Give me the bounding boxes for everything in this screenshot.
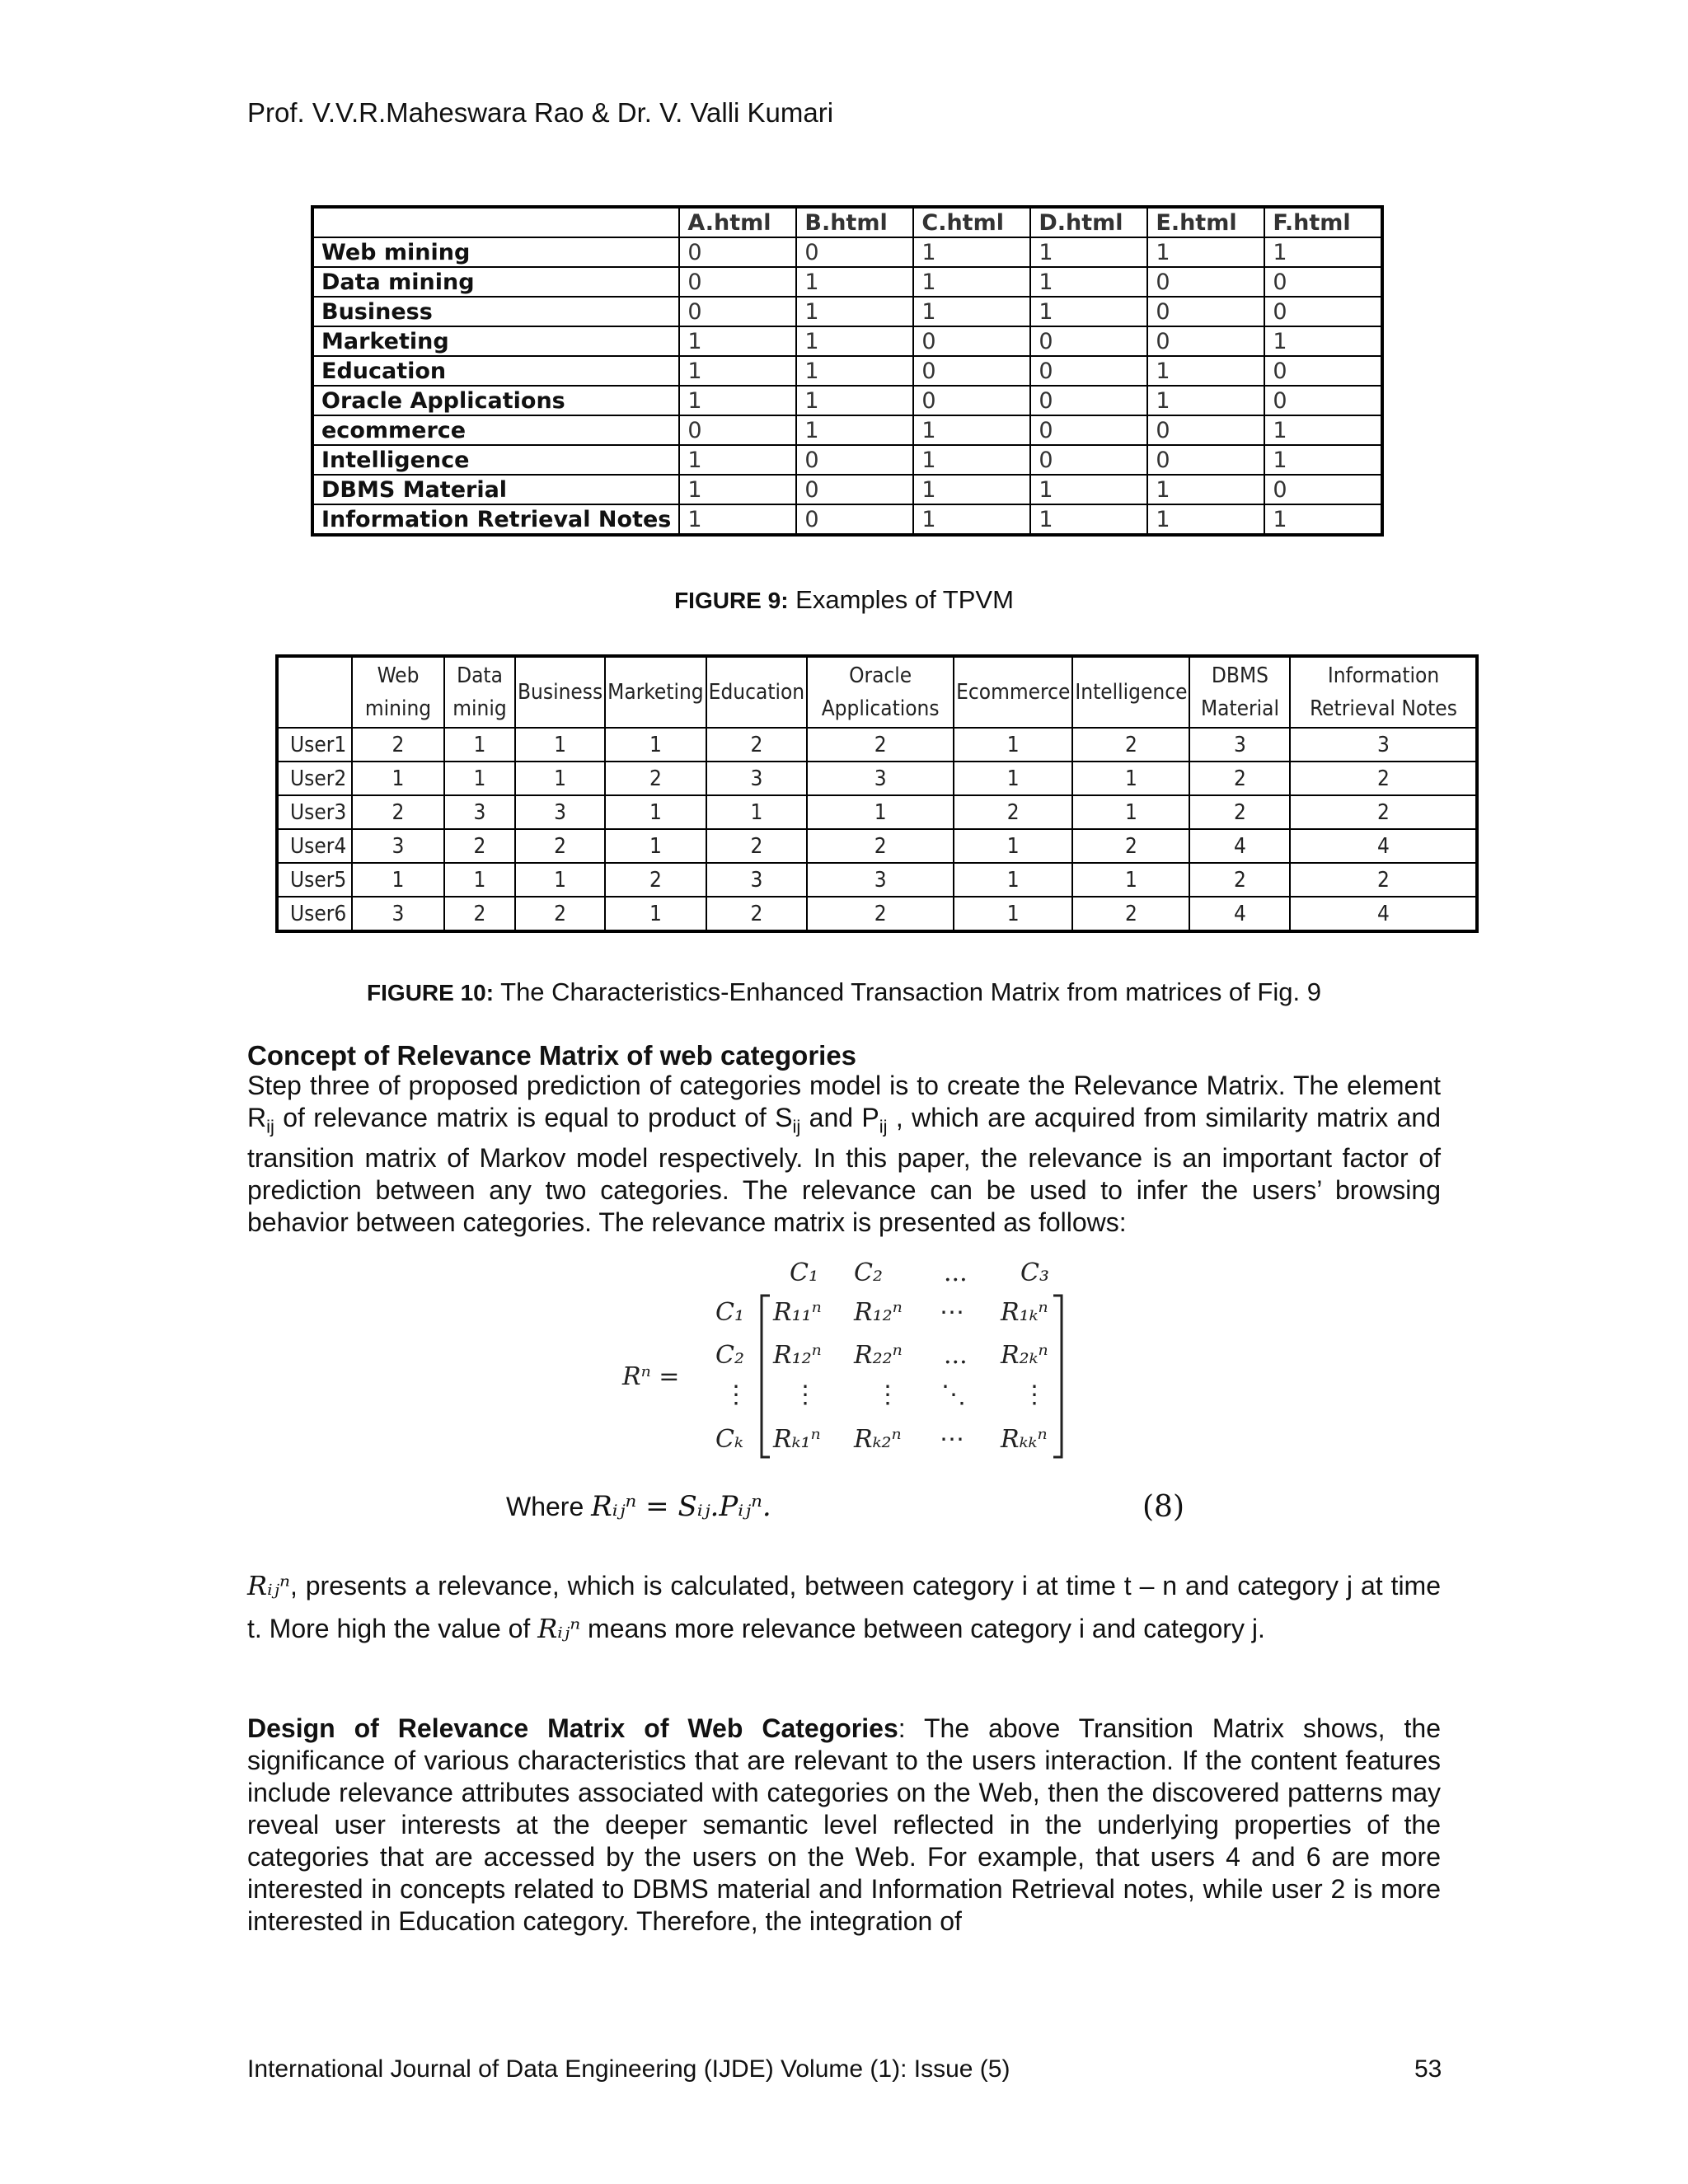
section-title-concept: Concept of Relevance Matrix of web categories [247, 1040, 857, 1071]
page-number: 53 [1414, 2055, 1442, 2083]
footer-journal: International Journal of Data Engineering (IJDE) Volume (1): Issue (5) [247, 2055, 1010, 2083]
table-cell: 0 [1147, 297, 1264, 326]
table-cell: 0 [1264, 297, 1382, 326]
row-label: DBMS Material [312, 475, 679, 504]
column-header: F.html [1264, 207, 1382, 237]
paragraph-text: means more relevance between category i and category j. [580, 1614, 1265, 1643]
matrix-lhs: Rⁿ = [622, 1362, 680, 1391]
table-cell: 4 [1189, 897, 1290, 931]
subscript: ij [266, 1116, 274, 1137]
table-cell: 1 [1147, 504, 1264, 535]
table-cell: 0 [796, 504, 913, 535]
equation-where-line [506, 1490, 771, 1523]
table-cell: 0 [796, 475, 913, 504]
table-cell: 2 [807, 897, 954, 931]
table-row [312, 356, 1382, 386]
subscript: ij [879, 1116, 888, 1137]
table-cell: 1 [796, 356, 913, 386]
table-cell: 2 [352, 728, 444, 762]
table-cell: 1 [605, 897, 706, 931]
figure-10-label: FIGURE 10: [367, 980, 495, 1005]
table-cell: 0 [1264, 475, 1382, 504]
table-header-row [312, 207, 1382, 237]
table-row [312, 445, 1382, 475]
row-label: ecommerce [312, 415, 679, 445]
column-header [515, 656, 605, 728]
where-label: Where [506, 1491, 584, 1521]
table-cell: 1 [1072, 863, 1189, 897]
matrix-cell: ... [944, 1341, 968, 1370]
column-header-line: Education [708, 680, 805, 705]
column-header: B.html [796, 207, 913, 237]
table-cell: 1 [796, 267, 913, 297]
section-title-design: Design of Relevance Matrix of Web Categories [247, 1713, 898, 1743]
row-label: Business [312, 297, 679, 326]
table-cell: 3 [1290, 728, 1477, 762]
table-cell: 3 [807, 863, 954, 897]
table-cell: 0 [1147, 267, 1264, 297]
table-cell: 0 [1264, 356, 1382, 386]
relevance-symbol: Rᵢⱼⁿ [537, 1613, 581, 1644]
matrix-col-header: C₂ [854, 1258, 883, 1287]
table-cell: 1 [1264, 415, 1382, 445]
column-header-line: DBMS [1211, 663, 1269, 688]
table-cell: 0 [1030, 445, 1147, 475]
matrix-cell: R₂ₖⁿ [1001, 1341, 1048, 1370]
table-cell: 1 [515, 728, 605, 762]
matrix-col-header: C₁ [790, 1258, 818, 1287]
table-row [277, 795, 1477, 829]
table-cell: 3 [444, 795, 515, 829]
paragraph-text: and P [800, 1103, 879, 1132]
table-row [312, 386, 1382, 415]
table-cell: 1 [706, 795, 807, 829]
table-cell: 1 [1264, 326, 1382, 356]
table-cell: 1 [796, 326, 913, 356]
table-cell: 1 [605, 728, 706, 762]
table-cell: 0 [679, 415, 796, 445]
table-cell: 0 [1264, 267, 1382, 297]
table-header-row [277, 656, 1477, 728]
matrix-cell: Rₖ₂ⁿ [854, 1425, 902, 1454]
table-row [312, 326, 1382, 356]
left-bracket [762, 1296, 770, 1457]
table-cell: 3 [515, 795, 605, 829]
figure-9-label: FIGURE 9: [674, 588, 789, 613]
matrix-cell: ⋮ [793, 1380, 818, 1409]
table-cell: 0 [1030, 356, 1147, 386]
page-header-authors: Prof. V.V.R.Maheswara Rao & Dr. V. Valli Kumari [247, 97, 834, 128]
table-cell: 1 [605, 829, 706, 863]
row-label: Web mining [312, 237, 679, 267]
table-cell: 1 [1264, 445, 1382, 475]
table-cell: 2 [1290, 762, 1477, 795]
table-cell: 2 [706, 829, 807, 863]
matrix-row-label: C₂ [715, 1341, 744, 1370]
table-cell: 1 [444, 728, 515, 762]
row-label: User5 [277, 863, 352, 897]
matrix-cell: ⋯ [940, 1298, 964, 1327]
table-cell: 1 [1147, 475, 1264, 504]
table-cell: 1 [1072, 762, 1189, 795]
table-cell: 3 [807, 762, 954, 795]
column-header [1290, 656, 1477, 728]
table-cell: 1 [679, 386, 796, 415]
paragraph-design [247, 1713, 1441, 1938]
table-cell: 0 [913, 326, 1030, 356]
table-cell: 2 [605, 762, 706, 795]
table-cell: 1 [1030, 237, 1147, 267]
row-label: Oracle Applications [312, 386, 679, 415]
matrix-cell: ⋯ [940, 1425, 964, 1454]
row-label: User3 [277, 795, 352, 829]
table-cell: 2 [1290, 863, 1477, 897]
table-cell: 1 [913, 504, 1030, 535]
table-cell: 2 [444, 829, 515, 863]
column-header-line: Applications [821, 696, 940, 721]
table-cell: 2 [605, 863, 706, 897]
row-label: Intelligence [312, 445, 679, 475]
table-cell: 0 [679, 297, 796, 326]
table-cell: 3 [352, 829, 444, 863]
column-header [706, 656, 807, 728]
table-cell: 1 [954, 863, 1072, 897]
matrix-cell: ⋮ [1022, 1380, 1047, 1409]
table-cell: 0 [1264, 386, 1382, 415]
table-cell: 2 [444, 897, 515, 931]
table-cell: 3 [352, 897, 444, 931]
table-cell: 1 [444, 863, 515, 897]
matrix-svg [610, 1253, 1071, 1467]
table-cell: 1 [954, 897, 1072, 931]
table-cell: 0 [913, 356, 1030, 386]
table-cell: 3 [706, 863, 807, 897]
table-cell: 0 [1030, 415, 1147, 445]
table-corner-cell [312, 207, 679, 237]
table-cell: 1 [1030, 504, 1147, 535]
column-header: C.html [913, 207, 1030, 237]
matrix-col-header: ... [944, 1258, 968, 1287]
table-row [277, 728, 1477, 762]
row-label: User6 [277, 897, 352, 931]
figure-9-caption-text: Examples of TPVM [788, 585, 1014, 614]
where-formula: Rᵢⱼⁿ = Sᵢⱼ.Pᵢⱼⁿ. [591, 1490, 771, 1523]
table-row [312, 297, 1382, 326]
row-label: User2 [277, 762, 352, 795]
matrix-row-label: ⋮ [724, 1380, 748, 1409]
column-header-line: Information [1327, 663, 1440, 688]
column-header-line: Material [1200, 696, 1279, 721]
table-cell: 1 [1264, 237, 1382, 267]
figure-9-table [311, 205, 1384, 537]
table-cell: 2 [1290, 795, 1477, 829]
matrix-cell: R₁₂ⁿ [854, 1298, 903, 1327]
table-cell: 2 [1189, 795, 1290, 829]
right-bracket [1053, 1296, 1062, 1457]
table-cell: 2 [1189, 863, 1290, 897]
figure-10-table [275, 654, 1479, 933]
column-header [352, 656, 444, 728]
column-header [605, 656, 706, 728]
table-cell: 1 [1147, 237, 1264, 267]
table-row [312, 267, 1382, 297]
table-cell: 1 [796, 297, 913, 326]
column-header: D.html [1030, 207, 1147, 237]
matrix-cell: Rₖₖⁿ [1001, 1425, 1048, 1454]
table-row [277, 897, 1477, 931]
table-cell: 1 [954, 728, 1072, 762]
column-header-line: Ecommerce [956, 680, 1071, 705]
paragraph-concept [247, 1070, 1441, 1239]
table-row [312, 237, 1382, 267]
paragraph-text: of relevance matrix is equal to product of S [274, 1103, 793, 1132]
table-cell: 1 [796, 386, 913, 415]
column-header [1189, 656, 1290, 728]
table-cell: 2 [807, 829, 954, 863]
table-cell: 0 [1030, 326, 1147, 356]
paragraph-text: : The above Transition Matrix shows, the significance of various characteristics that are relevant to the users interaction. If the content features include relevance attributes associated with categories on the Web, then the discovered patterns may reveal user interests at the deeper semantic level reflected in the underlying properties of the categories that are accessed by the users on the Web. For example, that users 4 and 6 are more interested in concepts related to DBMS material and Information Retrieval notes, while user 2 is more interested in Education category. Therefore, the integration of [247, 1713, 1441, 1936]
table-cell: 3 [706, 762, 807, 795]
matrix-row-label: Cₖ [715, 1425, 743, 1454]
table-cell: 1 [1147, 356, 1264, 386]
table-corner-cell [277, 656, 352, 728]
table-cell: 1 [352, 762, 444, 795]
paragraph-relevance-explanation [247, 1564, 1441, 1650]
table-cell: 1 [1147, 386, 1264, 415]
table-cell: 1 [1030, 297, 1147, 326]
table-row [312, 415, 1382, 445]
table-cell: 0 [913, 386, 1030, 415]
column-header [444, 656, 515, 728]
relevance-symbol: Rᵢⱼⁿ [247, 1570, 290, 1601]
table-row [277, 762, 1477, 795]
table-cell: 1 [913, 237, 1030, 267]
table-cell: 2 [954, 795, 1072, 829]
table-cell: 1 [913, 297, 1030, 326]
figure-9-caption [0, 585, 1688, 615]
subscript: ij [792, 1116, 801, 1137]
table-cell: 2 [1189, 762, 1290, 795]
table-cell: 1 [679, 356, 796, 386]
matrix-cell: Rₖ₁ⁿ [773, 1425, 821, 1454]
column-header-line: minig [452, 696, 507, 721]
figure-10-caption [0, 977, 1688, 1007]
table-row [312, 504, 1382, 535]
table-row [312, 475, 1382, 504]
table-cell: 1 [1030, 267, 1147, 297]
equation-number: (8) [1142, 1490, 1184, 1524]
column-header [807, 656, 954, 728]
table-cell: 1 [352, 863, 444, 897]
table-cell: 1 [796, 415, 913, 445]
table-cell: 1 [913, 445, 1030, 475]
table-cell: 1 [913, 267, 1030, 297]
table-cell: 4 [1290, 829, 1477, 863]
table-cell: 3 [1189, 728, 1290, 762]
column-header-line: Marketing [607, 680, 704, 705]
table-cell: 0 [1030, 386, 1147, 415]
column-header-line: Oracle [849, 663, 912, 688]
matrix-cell: R₁₂ⁿ [773, 1341, 822, 1370]
column-header-line: Web [377, 663, 420, 688]
column-header-line: mining [364, 696, 432, 721]
table-cell: 1 [515, 762, 605, 795]
column-header-line: Data [457, 663, 503, 688]
column-header: E.html [1147, 207, 1264, 237]
table-cell: 1 [515, 863, 605, 897]
row-label: User4 [277, 829, 352, 863]
column-header [954, 656, 1072, 728]
table-cell: 2 [706, 897, 807, 931]
table-cell: 2 [1072, 728, 1189, 762]
table-cell: 0 [679, 267, 796, 297]
table-cell: 0 [1147, 415, 1264, 445]
matrix-cell: R₁ₖⁿ [1001, 1298, 1048, 1327]
table-cell: 1 [954, 829, 1072, 863]
table-row [277, 863, 1477, 897]
row-label: Data mining [312, 267, 679, 297]
matrix-cell: ⋱ [941, 1380, 966, 1409]
table-cell: 1 [679, 504, 796, 535]
table-cell: 1 [913, 475, 1030, 504]
column-header: A.html [679, 207, 796, 237]
table-cell: 0 [1147, 326, 1264, 356]
table-cell: 2 [352, 795, 444, 829]
row-label: Marketing [312, 326, 679, 356]
table-cell: 4 [1290, 897, 1477, 931]
column-header-line: Retrieval Notes [1310, 696, 1457, 721]
matrix-cell: R₁₁ⁿ [773, 1298, 822, 1327]
table-cell: 0 [679, 237, 796, 267]
matrix-cell: ⋮ [875, 1380, 900, 1409]
table-cell: 1 [1264, 504, 1382, 535]
table-cell: 1 [1030, 475, 1147, 504]
table-cell: 1 [679, 445, 796, 475]
table-cell: 0 [1147, 445, 1264, 475]
table-cell: 4 [1189, 829, 1290, 863]
table-cell: 2 [706, 728, 807, 762]
table-cell: 1 [444, 762, 515, 795]
table-cell: 2 [515, 897, 605, 931]
table-cell: 1 [807, 795, 954, 829]
table-cell: 1 [679, 475, 796, 504]
column-header-line: Business [518, 680, 603, 705]
matrix-cell: R₂₂ⁿ [854, 1341, 903, 1370]
table-cell: 2 [515, 829, 605, 863]
table-cell: 0 [796, 445, 913, 475]
matrix-row-label: C₁ [715, 1298, 744, 1327]
table-row [277, 829, 1477, 863]
paragraph-text: , which are acquired from similarity matrix and transition matrix of Markov model respectively. In this paper, the relevance is an important factor of prediction between any two categories. The relevance can be used to infer the users’ browsing behavior between categories. The relevance matrix is presented as follows: [247, 1103, 1442, 1238]
figure-10-caption-text: The Characteristics-Enhanced Transaction Matrix from matrices of Fig. 9 [494, 977, 1321, 1006]
paragraph-text: , presents a relevance, which is calculated, between category i at time t – n and category j at time t. More high the value of [247, 1571, 1441, 1643]
table-cell: 1 [605, 795, 706, 829]
table-cell: 0 [796, 237, 913, 267]
table-cell: 1 [913, 415, 1030, 445]
table-cell: 2 [807, 728, 954, 762]
table-cell: 1 [1072, 795, 1189, 829]
table-cell: 2 [1072, 829, 1189, 863]
table-cell: 2 [1072, 897, 1189, 931]
column-header [1072, 656, 1189, 728]
table-cell: 1 [679, 326, 796, 356]
row-label: Education [312, 356, 679, 386]
paragraph-text: Step three of proposed prediction of categories model is to create the Relevance Matrix. The element R [247, 1071, 1441, 1132]
row-label: User1 [277, 728, 352, 762]
table-cell: 1 [954, 762, 1072, 795]
column-header-line: Intelligence [1075, 680, 1188, 705]
matrix-col-header: C₃ [1020, 1258, 1049, 1287]
row-label: Information Retrieval Notes [312, 504, 679, 535]
relevance-matrix-equation [610, 1253, 1071, 1471]
